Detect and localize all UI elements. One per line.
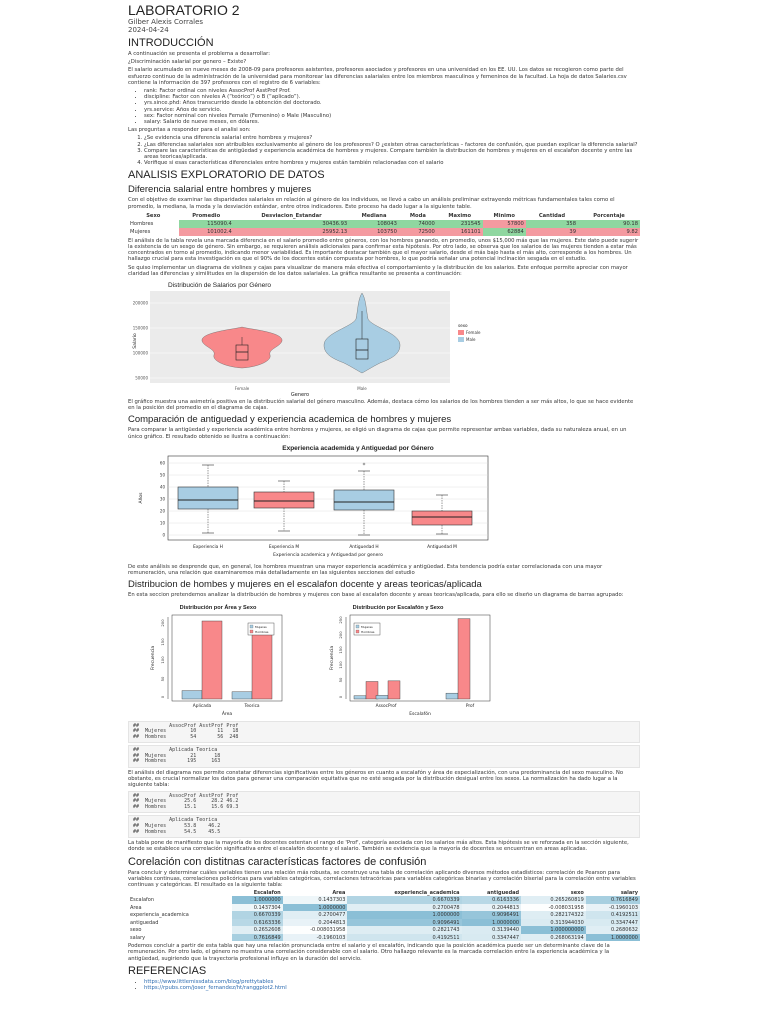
table-cell: Area <box>130 904 142 911</box>
y-tick-label: 40 <box>159 484 165 490</box>
box-experiencia-m <box>254 492 314 508</box>
table-cell: 1.0000000 <box>462 919 522 927</box>
table-cell: 1.000000000 <box>521 926 586 934</box>
y-tick-label: 150 <box>160 637 165 646</box>
table-cell: 74000 <box>399 220 437 228</box>
bar-hombres-asstprof <box>388 680 400 698</box>
x-tick-label: Teorica <box>244 703 260 709</box>
legend-swatch <box>356 630 359 633</box>
list-item: 2. ¿Las diferencias salariales son atribuibles exclusivamente al género de los profesores? O ¿existen otras características – factores de confusión, que puedan explicar la diferencia salarial? <box>144 142 640 148</box>
intro-heading: INTRODUCCIÓN <box>128 37 214 49</box>
bar-mujeres-teorica <box>232 691 252 698</box>
table-cell: 0.7616849 <box>586 896 640 904</box>
code-output: ## Aplicada Teorica ## Mujeres 21 18 ## Hombres 195 163 <box>128 745 640 768</box>
y-axis-label: Frecuencia <box>330 645 335 670</box>
list-item: 4. Verifique si esas características diferenciales entre hombres y mujeres están también relacionadas con el salario <box>144 160 640 166</box>
eda-p4: El gráfico muestra una asimetría positiva en la distribución salarial del género masculino. Además, destaca cómo los salarios de los hombres tienden a ser más altos, lo que se hace evidente en la posición del promedio en el diagrama de cajas. <box>128 399 634 412</box>
y-tick-label: 0 <box>162 532 165 538</box>
legend-label: Hombres <box>255 629 269 634</box>
y-tick-label: 100 <box>160 655 165 664</box>
list-item: • salary: Salario de nueve meses, en dólares. <box>144 119 640 125</box>
table-cell: 0.7616849 <box>232 934 283 942</box>
legend-swatch <box>250 625 253 628</box>
table-row <box>128 911 640 919</box>
legend-swatch-male <box>458 337 464 342</box>
bar-mujeres-assocprof <box>354 695 366 698</box>
table-row <box>128 919 640 927</box>
y-tick-label: 200000 <box>132 300 148 306</box>
x-tick-label: Prof <box>465 703 475 709</box>
bar-mujeres-aplicada <box>182 690 202 698</box>
y-tick-label: 200 <box>338 630 343 639</box>
table-cell: 72500 <box>399 228 437 236</box>
table-cell: Escalafon <box>130 897 155 903</box>
table-cell: 358 <box>526 220 578 228</box>
table-cell: 1.0000000 <box>347 911 461 919</box>
table-cell: -0.008031958 <box>548 904 584 911</box>
list-item: • sex: Factor nominal con niveles Female (Femenino) o Male (Masculino) <box>144 113 640 119</box>
list-item: • yrs.since.phd: Años transcurrido desde la obtención del doctorado. <box>144 100 640 106</box>
table-cell: 0.1437303 <box>283 896 348 904</box>
table-row <box>128 926 640 934</box>
table-row <box>128 896 640 904</box>
x-tick-label: Antiguedad H <box>349 544 379 550</box>
y-tick-label: 50000 <box>135 375 148 381</box>
document <box>0 2 768 991</box>
table-cell: 1.0000000 <box>586 934 640 942</box>
table-cell: 0.2044813 <box>462 904 522 912</box>
table-header: Desviacion_Estandar <box>261 212 322 219</box>
variables-list <box>128 88 640 125</box>
table-cell: 101002.4 <box>179 228 234 236</box>
eda-p1: Con el objetivo de examinar las disparidades salariales en relación al género de los individuos, se llevó a cabo un análisis preliminar extrayendo métricas fundamentales tales como el promedio, la mediana, la moda y la desviación estándar, entre otros indicadores. Este proceso ha dado lugar a la siguiente table. <box>128 197 615 210</box>
table-cell: 0.6670339 <box>232 911 283 919</box>
table-cell: 0.3347447 <box>462 934 522 942</box>
legend-label: Mujeres <box>361 624 373 629</box>
table-cell: Hombres <box>130 220 154 227</box>
table-header: Maximo <box>448 212 472 219</box>
intro-p3: El salario acumulado en nueve meses de 2008-09 para profesores asistentes, profesores asociados y profesores en una universidad en los EE. UU. Los datos se recogieron como parte del esfuerzo continuo de la administración de la universidad para monitorear las diferencias salariales entre los miembros masculinos y femeninos de la facultad. La hoja de datos Salaries.csv contiene la información de 397 profesores con el registro de 6 variables: <box>128 67 627 86</box>
reference-link[interactable]: https://rpubs.com/joser_fernandez/ht/ranggplot2.html <box>144 985 287 992</box>
legend-label-male: Male <box>466 337 476 343</box>
x-tick-label: Aplicada <box>192 703 212 709</box>
table-cell: 1.0000000 <box>232 896 283 904</box>
table-cell: -0.1960103 <box>586 904 640 912</box>
eda-p2: El análisis de la tabla revela una marcada diferencia en el salario promedio entre géneros, con los hombres ganando, en promedio, unos $15,000 más que las mujeres. Este dato puede sugerir la existencia de un sesgo de género. Sin embargo, se requieren análisis adicionales para confirmar esta hipótesis. Por otro lado, se observa que los salarios de las mujeres tienden a estar más concentrados en torno al promedio, indicando menor variabilidad. Es importante destacar también que el mayor salario, desde el más bajo hasta el más alto, corresponde a los hombres. Un hallazgo crucial para esta investigación es que el 90% de los docentes están compuesta por hombres, lo que podría señalar una potencial inclinación sesgada en el estudio. <box>128 237 639 263</box>
y-axis-label: Frecuencia <box>151 645 156 670</box>
list-item: • yrs.service: Años de servicio. <box>144 107 640 113</box>
eda-sub2: Comparación de antiguedad y experiencia academica de hombres y mujeres <box>128 414 452 426</box>
corr-heading: Corelación con distitnas características factores de confusión <box>128 855 427 868</box>
corr-p1: Para concluir y determinar cuáles variables tienen una relación más robusta, se construye una tabla de correlación aplicando diversos métodos estadísticos: correlación de Pearson para variables continuas, correlaciones policóricas para variables categóricas, correlaciones tetracóricas para variables categóricas binarias y correlación biserial para la correlación entre variables continuas y categóricas. El resultado es la siguiente tabla: <box>128 869 636 889</box>
table-cell: 0.268063194 <box>521 934 586 942</box>
list-item: 1. ¿Se evidencia una diferencia salarial entre hombres y mujeres? <box>144 135 640 141</box>
table-cell: 103750 <box>349 228 399 236</box>
table-cell: 39 <box>526 228 578 236</box>
x-axis-label: Genero <box>290 392 310 398</box>
bar-mujeres-asstprof <box>376 695 388 699</box>
y-axis-label: Salario <box>133 333 138 349</box>
legend-label: Mujeres <box>255 624 267 629</box>
table-row <box>128 228 640 236</box>
reference-link[interactable]: https://www.littlemissdata.com/blog/prettytables <box>144 978 274 985</box>
y-tick-label: 100000 <box>132 350 148 356</box>
y-tick-label: 50 <box>338 677 343 682</box>
y-tick-label: 0 <box>160 695 165 698</box>
intro-p1: A continuación se presenta el problema a desarrollar: <box>128 51 271 57</box>
eda-p6: De este análisis se desprende que, en general, los hombres muestran una mayor experiencia académica y antigüedad. Esta tendencia podría estar correlacionada con una mayor remuneración, una relación que examinaremos más detalladamente en las siguientes secciones del estudio <box>128 563 603 577</box>
intro-p4: Las preguntas a responder para el analisi son: <box>128 127 251 134</box>
chart-title: Distribución por Área y Sexo <box>179 604 257 611</box>
table-cell: 0.9096491 <box>462 911 522 919</box>
table-cell: 25952.13 <box>234 228 349 236</box>
references-list <box>128 979 640 991</box>
table-cell: 0.282174322 <box>521 911 586 919</box>
chart-title: Distribución por Escalafón y Sexo <box>352 604 444 611</box>
table-cell: salary <box>130 934 146 941</box>
y-tick-label: 50 <box>160 676 165 681</box>
table-cell: 0.2680632 <box>586 926 640 934</box>
bar-hombres-teorica <box>252 633 272 698</box>
table-cell: 231545 <box>437 220 483 228</box>
y-tick-label: 100 <box>338 660 343 669</box>
list-item: • rank: Factor ordinal con niveles AssocProf AsstProf Prof. <box>144 88 640 94</box>
corr-p2: Podemos concluir a partir de esta tabla que hay una relación pronunciada entre el salario y el escalafón, indicando que la posición académica puede ser un determinante clave de la remuneración. Por otro lado, el género no muestra una correlación considerable con el salario. Otro hallazgo relevante es la marcada correlación entre la experiencia académica y la antigüedad, sugiriendo que la trayectoria profesional influye en la duración del servicio. <box>128 943 610 962</box>
y-tick-label: 20 <box>159 508 165 514</box>
table-cell: 0.2700478 <box>347 904 461 912</box>
table-cell: -0.008031958 <box>310 927 346 933</box>
violin-chart <box>128 279 640 397</box>
table-cell: 0.2044813 <box>283 919 348 927</box>
boxplot-chart <box>128 442 640 562</box>
table-cell: 0.4192511 <box>347 934 461 942</box>
table-cell: 57800 <box>483 220 526 228</box>
table-cell: sexo <box>130 927 142 933</box>
x-tick-label: AssocProf <box>375 703 397 709</box>
table-cell: 0.3139440 <box>462 926 522 934</box>
table-cell: 0.6163336 <box>462 896 522 904</box>
y-tick-label: 200 <box>160 618 165 627</box>
eda-sub1: Diferencia salarial entre hombres y mujeres <box>128 184 312 196</box>
code-output: ## Aplicada Teorica ## Mujeres 53.8 46.2 ## Hombres 54.5 45.5 <box>128 815 640 838</box>
chart-title: Distribución de Salarios por Género <box>168 282 271 290</box>
questions-list <box>128 135 640 166</box>
table-cell: Mujeres <box>130 228 151 235</box>
table-header: Promedio <box>192 212 221 219</box>
table-header: Porcentaje <box>593 212 625 219</box>
salary-stats-table <box>128 212 640 236</box>
grouped-bar-charts <box>128 601 640 719</box>
plot-panel <box>150 291 450 383</box>
refs-heading: REFERENCIAS <box>128 964 207 977</box>
box-antiguedad-h <box>334 490 394 510</box>
code-output: ## AssocProf AsstProf Prof ## Mujeres 10 11 18 ## Hombres 54 56 248 <box>128 721 640 744</box>
table-header: antiguedad <box>487 890 520 897</box>
x-tick-label: Experiencia H <box>193 544 223 550</box>
author: Gilber Alexis Corrales <box>128 18 204 26</box>
table-cell: 0.2652608 <box>232 926 283 934</box>
table-cell: 0.4192511 <box>586 911 640 919</box>
list-item: 3. Compare las características de antigüedad y experiencia académica de hombres y mujeres. Compare también la distribucion de hombres y mujeres en el escalafon docente y entre las areas teoricas/aplicada. <box>144 148 640 160</box>
list-item: • discipline: Factor con niveles A (“teórico”) o B (“aplicado”). <box>144 94 640 100</box>
table-cell: 0.2821743 <box>347 926 461 934</box>
list-item <box>144 985 640 991</box>
y-tick-label: 10 <box>159 520 165 526</box>
eda-p5: Para comparar la antigüedad y experiencia académica entre hombres y mujeres, se eligió un diagrama de cajas que permite representar ambas variables, dada su naturaleza anual, en un único gráfico. El resultado obtenido se ilustra a continuación: <box>128 427 627 440</box>
y-axis-label: Años <box>139 492 144 504</box>
table-cell: 0.6163336 <box>232 919 283 927</box>
y-tick-label: 50 <box>159 472 165 478</box>
eda-heading: ANALISIS EXPLORATORIO DE DATOS <box>128 169 325 182</box>
table-row <box>128 904 640 912</box>
x-axis-label: Experiencia academica y Antiguedad por genero <box>273 552 383 558</box>
table-cell: 0.265260819 <box>521 896 586 904</box>
legend-swatch <box>250 630 253 633</box>
table-cell: 161101 <box>437 228 483 236</box>
correlation-table <box>128 890 640 941</box>
table-cell: 0.1437304 <box>232 904 283 912</box>
legend-swatch <box>356 625 359 628</box>
table-header: Moda <box>409 212 426 219</box>
bar-hombres-aplicada <box>202 621 222 699</box>
table-cell: 30436.93 <box>234 220 349 228</box>
eda-p7: En esta seccion pretendemos analizar la distribución de hombres y mujeres con base al escalafon docente y areas teoricas/aplicada, para ello se diseño un diagrama de barras agrupado: <box>128 592 624 599</box>
table-cell: 115090.4 <box>179 220 234 228</box>
y-tick-label: 60 <box>159 460 165 466</box>
table-cell: 90.18 <box>578 220 640 228</box>
x-tick-label: Female <box>234 386 250 392</box>
code-output: ## AssocProf AsstProf Prof ## Mujeres 25.6 28.2 46.2 ## Hombres 15.1 15.6 69.3 <box>128 791 640 814</box>
table-cell: 0.6670339 <box>347 896 461 904</box>
box-antiguedad-m <box>412 511 472 525</box>
table-row <box>128 934 640 942</box>
table-cell: -0.1960103 <box>283 934 348 942</box>
table-cell: 62884 <box>483 228 526 236</box>
x-axis-label: Escalafón <box>409 711 431 717</box>
legend-label-female: Female <box>466 330 481 336</box>
table-cell: 108043 <box>349 220 399 228</box>
table-cell: antiguedad <box>130 919 159 926</box>
x-tick-label: Male <box>357 386 367 392</box>
table-header: Escalafon <box>253 890 281 897</box>
table-row <box>128 220 640 228</box>
table-header: Mediana <box>361 212 387 219</box>
table-cell: 9.82 <box>578 228 640 236</box>
chart-title: Experiencia academida y Antiguedad por Género <box>282 444 434 452</box>
document-title: LABORATORIO 2 <box>128 2 240 18</box>
table-header: salary <box>620 890 638 897</box>
intro-p2: ¿Discriminación salarial por genero – Existe? <box>128 59 247 66</box>
table-header: Minimo <box>493 212 515 219</box>
legend-swatch-female <box>458 330 464 335</box>
table-header: Cantidad <box>538 212 566 219</box>
y-tick-label: 150000 <box>132 325 148 331</box>
date: 2024-04-24 <box>128 26 169 34</box>
y-tick-label: 30 <box>159 496 165 502</box>
table-header: experiencia_academica <box>394 890 460 897</box>
legend-title: sexo <box>458 323 468 329</box>
eda-p8: El análisis del diagrama nos permite constatar diferencias significativas entre los géneros en cuanto a escalafón y área de especialización, con una predominancia del sexo masculino. No obstante, es crucial normalizar los datos para generar una comparación equitativa que no esté sesgada por la distribución desigual entre los sexos. La normalización ha dado lugar a la siguiente tabla: <box>128 770 624 789</box>
table-cell: 0.3347447 <box>586 919 640 927</box>
legend-label: Hombres <box>361 629 375 634</box>
table-header: sexo <box>570 890 584 897</box>
bar-mujeres-prof <box>446 693 458 699</box>
table-cell: 0.313944030 <box>521 919 586 927</box>
box-experiencia-h <box>178 487 238 509</box>
table-cell: 0.2700477 <box>283 911 348 919</box>
x-axis-label: Área <box>221 711 233 717</box>
x-tick-label: Experiencia M <box>268 544 300 550</box>
x-tick-label: Antiguedad M <box>427 544 457 550</box>
y-tick-label: 0 <box>338 695 343 698</box>
table-cell: 0.9096491 <box>347 919 461 927</box>
y-tick-label: 150 <box>338 645 343 654</box>
table-header: Sexo <box>146 212 161 219</box>
y-tick-label: 250 <box>338 615 343 624</box>
eda-p9: La tabla pone de manifiesto que la mayoría de los docentes ostentan el rango de 'Prof', categoría asociada con los salarios más altos. Esta hipótesis se ve reforzada en la sección siguiente, donde se establece una correlación significativa entre el escalafón docente y el salario. También se evidencia que la mayoría de docentes se encuentran en areas aplicadas. <box>128 840 629 853</box>
bar-hombres-prof <box>458 618 470 698</box>
eda-p3: Se quiso implementar un diagrama de violines y cajas para visualizar de manera más efectiva el comportamiento y la distribución de los salarios. Este enfoque permite apreciar con mayor claridad las diferencias y similitudes en la dispersión de los datos salariales. La gráfica resultante se presenta a continuación: <box>128 264 628 277</box>
eda-sub3: Distribucion de hombes y mujeres en el escalafon docente y areas teoricas/aplicada <box>128 579 482 591</box>
table-cell: 1.0000000 <box>283 904 348 912</box>
table-header: Area <box>332 890 346 897</box>
table-cell: experiencia_academica <box>130 912 189 918</box>
